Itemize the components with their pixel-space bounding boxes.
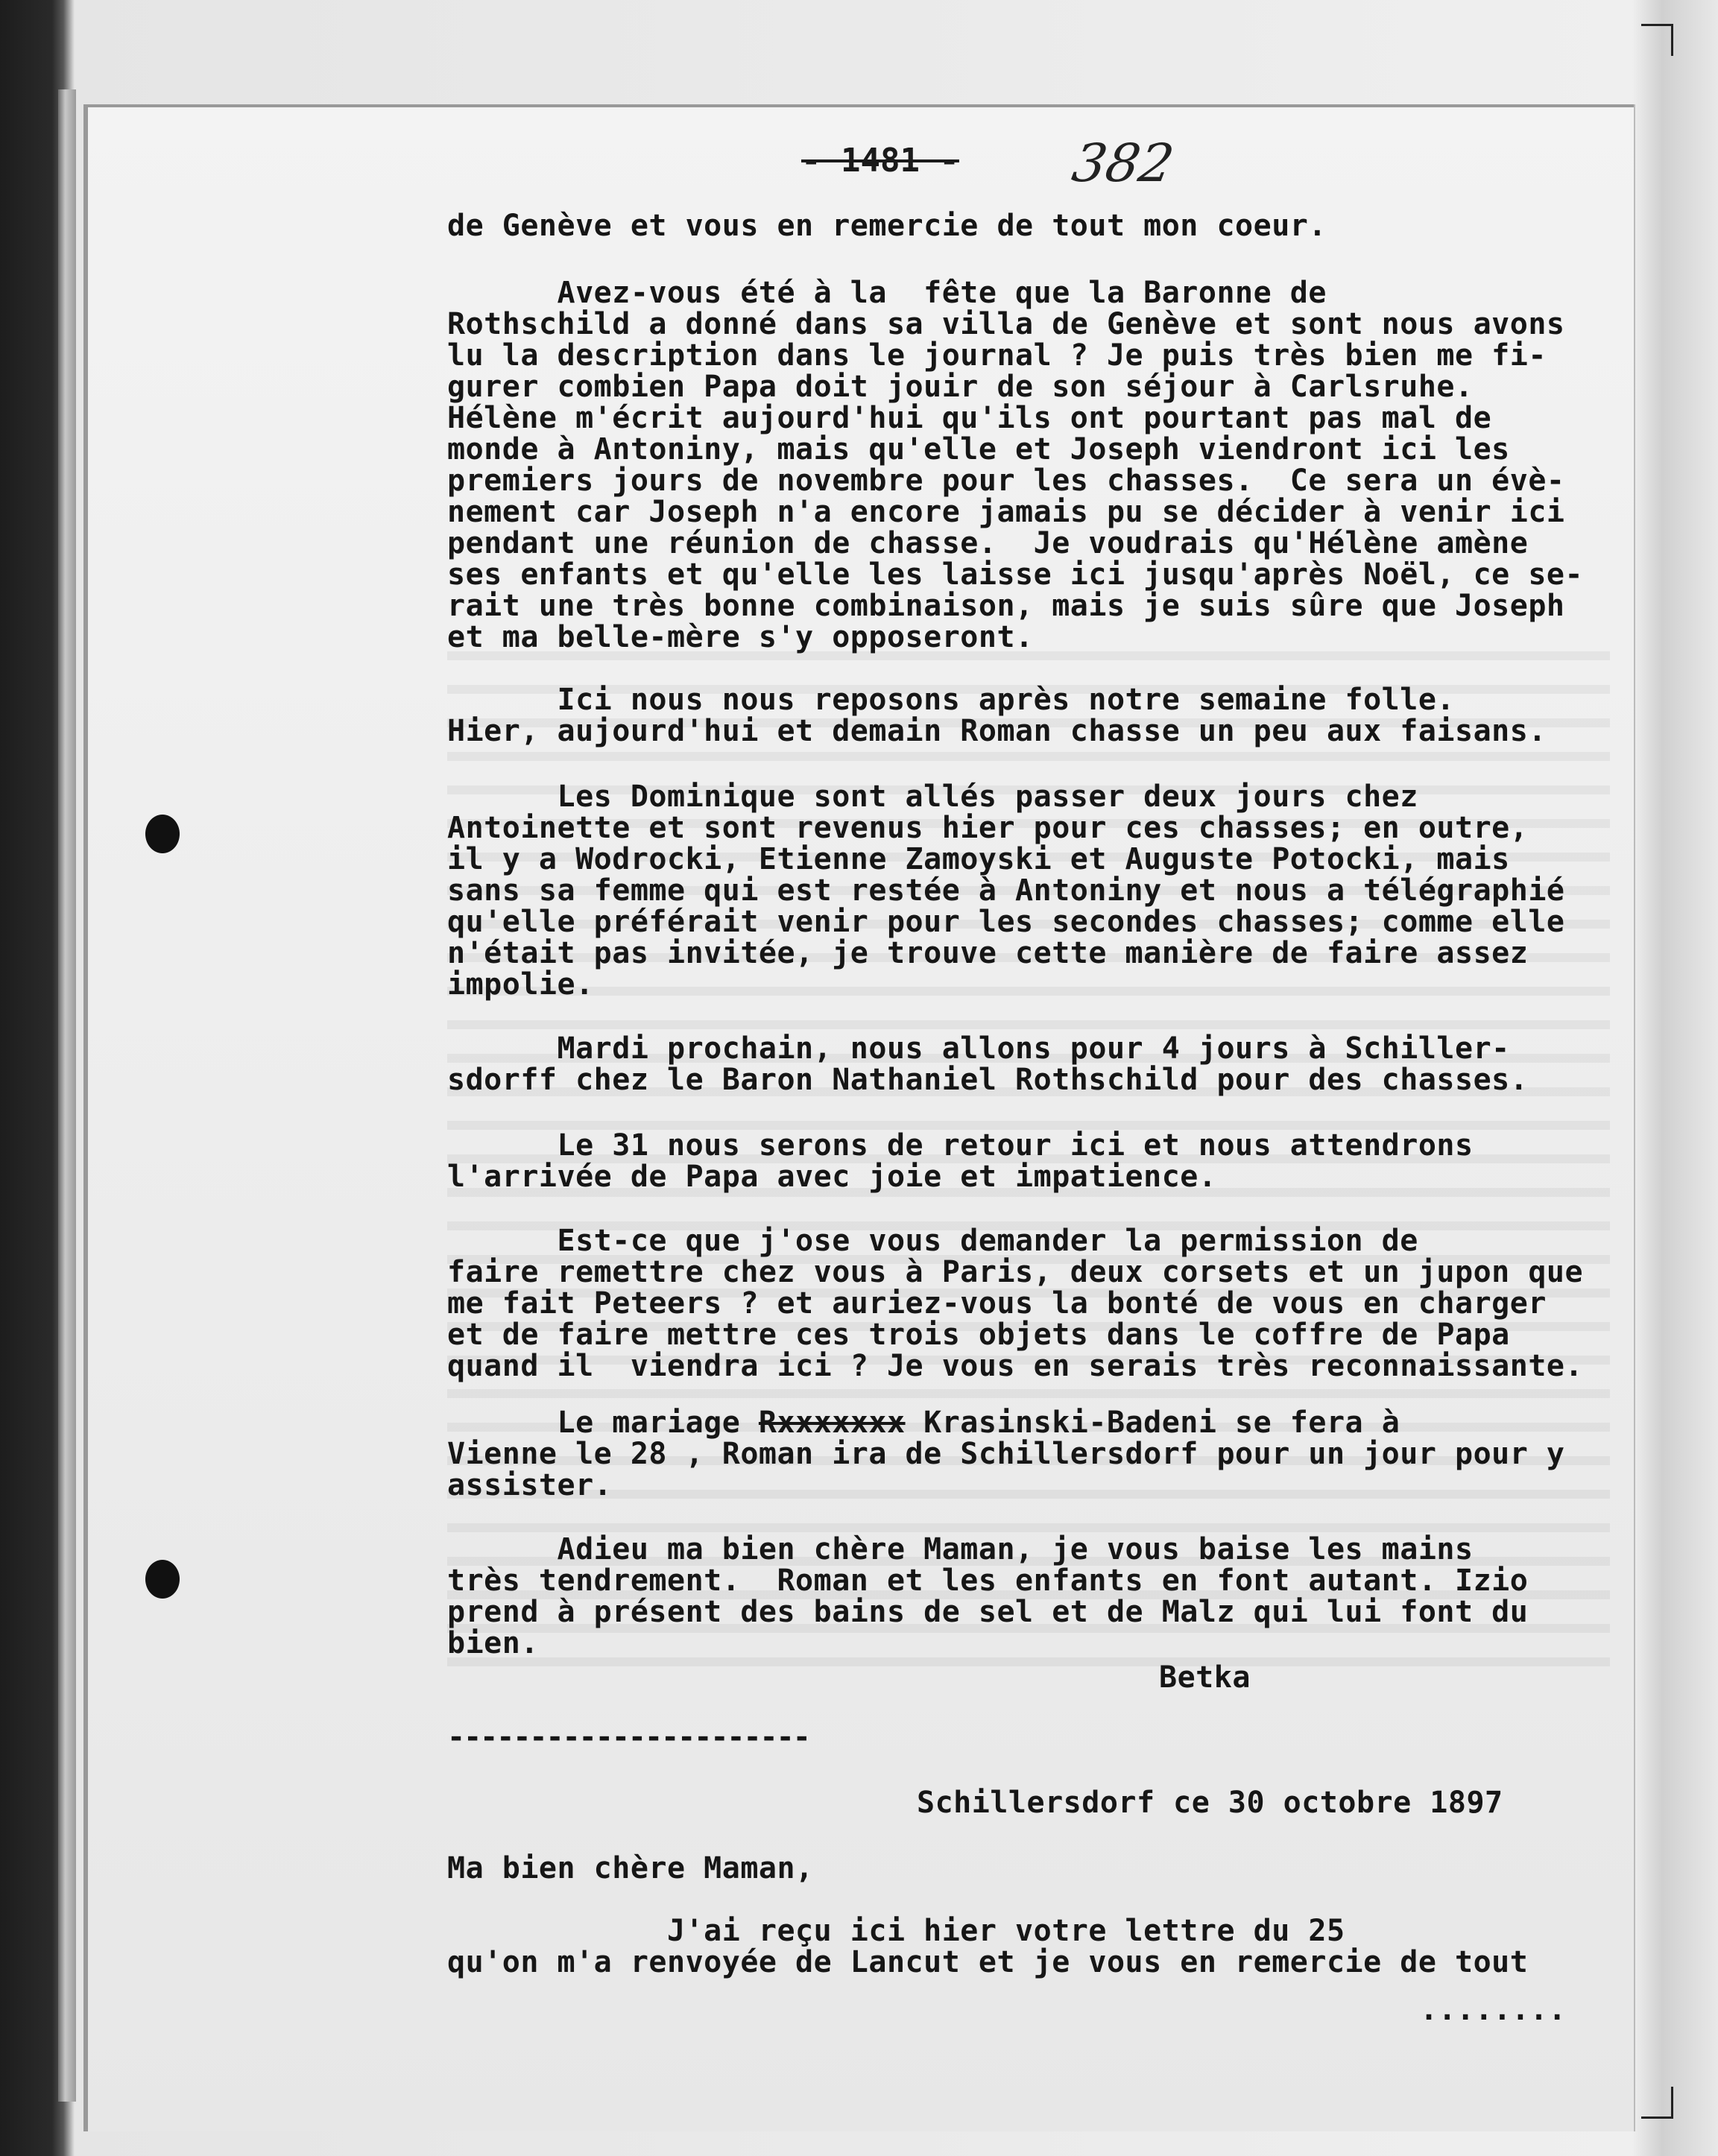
crop-mark-bottom-right: [1641, 2087, 1673, 2119]
paragraph-next-letter: J'ai reçu ici hier votre lettre du 25 qu'on m'a renvoyée de Lancut et je vous en remercie de tout: [447, 1914, 1529, 1979]
binder-strip: [58, 89, 76, 2102]
paragraph-repos: Ici nous nous reposons après notre semaine folle. Hier, aujourd'hui et demain Roman chasse un peu aux faisans.: [447, 683, 1547, 748]
mariage-tail: Krasinski-Badeni se fera à: [905, 1406, 1400, 1440]
letter-salutation: Ma bien chère Maman,: [447, 1851, 814, 1885]
letter-separator: ----------------------: [447, 1720, 809, 1754]
paragraph-fete-rothschild: Avez-vous été à la fête que la Baronne de Rothschild a donné dans sa villa de Genève et sont nous avons lu la description dans le journal ? Je puis très bien me fi- gurer combien Papa doit jouir de son séjour à Carlsruhe. Hélène m'écrit aujourd'hui qu'ils ont pourtant pas mal de monde à Antoniny, mais qu'elle et Joseph viendront ici les premiers jours de novembre pour les chasses. Ce sera un évè- nement car Joseph n'a encore jamais pu se décider à venir ici pendant une réunion de chasse. Je voudrais qu'Hélène amène ses enfants et qu'elle les laisse ici jusqu'après Noël, ce se- rait une très bonne combinaison, mais je suis sûre que Joseph et ma belle-mère s'y opposeront.: [447, 276, 1584, 654]
typed-page-number: [801, 142, 959, 180]
crop-mark-top-right: [1641, 24, 1673, 56]
paragraph-retour: Le 31 nous serons de retour ici et nous attendrons l'arrivée de Papa avec joie et impatience.: [447, 1128, 1474, 1194]
paragraph-opening: de Genève et vous en remercie de tout mon coeur.: [447, 209, 1327, 243]
continuation-dots: ........: [1420, 1993, 1567, 2027]
mariage-rest: Vienne le 28 , Roman ira de Schillersdorf pour un jour pour y assister.: [447, 1437, 1565, 1502]
handwritten-page-number: 382: [1067, 133, 1178, 194]
mariage-struck-word: Rxxxxxxx: [758, 1406, 906, 1440]
signature: Betka: [1159, 1660, 1251, 1695]
paragraph-mariage: [447, 1407, 1565, 1501]
punch-hole-lower: [145, 1560, 180, 1599]
paragraph-dominique: Les Dominique sont allés passer deux jours chez Antoinette et sont revenus hier pour ces chasses; en outre, il y a Wodrocki, Etienne Zamoyski et Auguste Potocki, mais sans sa femme qui est restée à Antoniny et nous a télégraphié qu'elle préférait venir pour les secondes chasses; comme elle n'était pas invitée, je trouve cette manière de faire assez impolie.: [447, 780, 1565, 1002]
paragraph-closing: Adieu ma bien chère Maman, je vous baise les mains très tendrement. Roman et les enfants en font autant. Izio prend à présent des bains de sel et de Malz qui lui font du bien.: [447, 1532, 1529, 1660]
page-number-struck: - 1481 -: [801, 142, 959, 180]
paragraph-mardi: Mardi prochain, nous allons pour 4 jours à Schiller- sdorff chez le Baron Nathaniel Rothschild pour des chasses.: [447, 1031, 1529, 1097]
mariage-lead: Le mariage: [447, 1406, 759, 1440]
letter-dateline: Schillersdorf ce 30 octobre 1897: [917, 1786, 1503, 1820]
paragraph-corsets: Est-ce que j'ose vous demander la permission de faire remettre chez vous à Paris, deux corsets et un jupon que me fait Peteers ? et auriez-vous la bonté de vous en charger et de faire mettre ces trois objets dans le coffre de Papa quand il viendra ici ? Je vous en serais très reconnaissante.: [447, 1224, 1584, 1383]
punch-hole-upper: [145, 815, 180, 853]
